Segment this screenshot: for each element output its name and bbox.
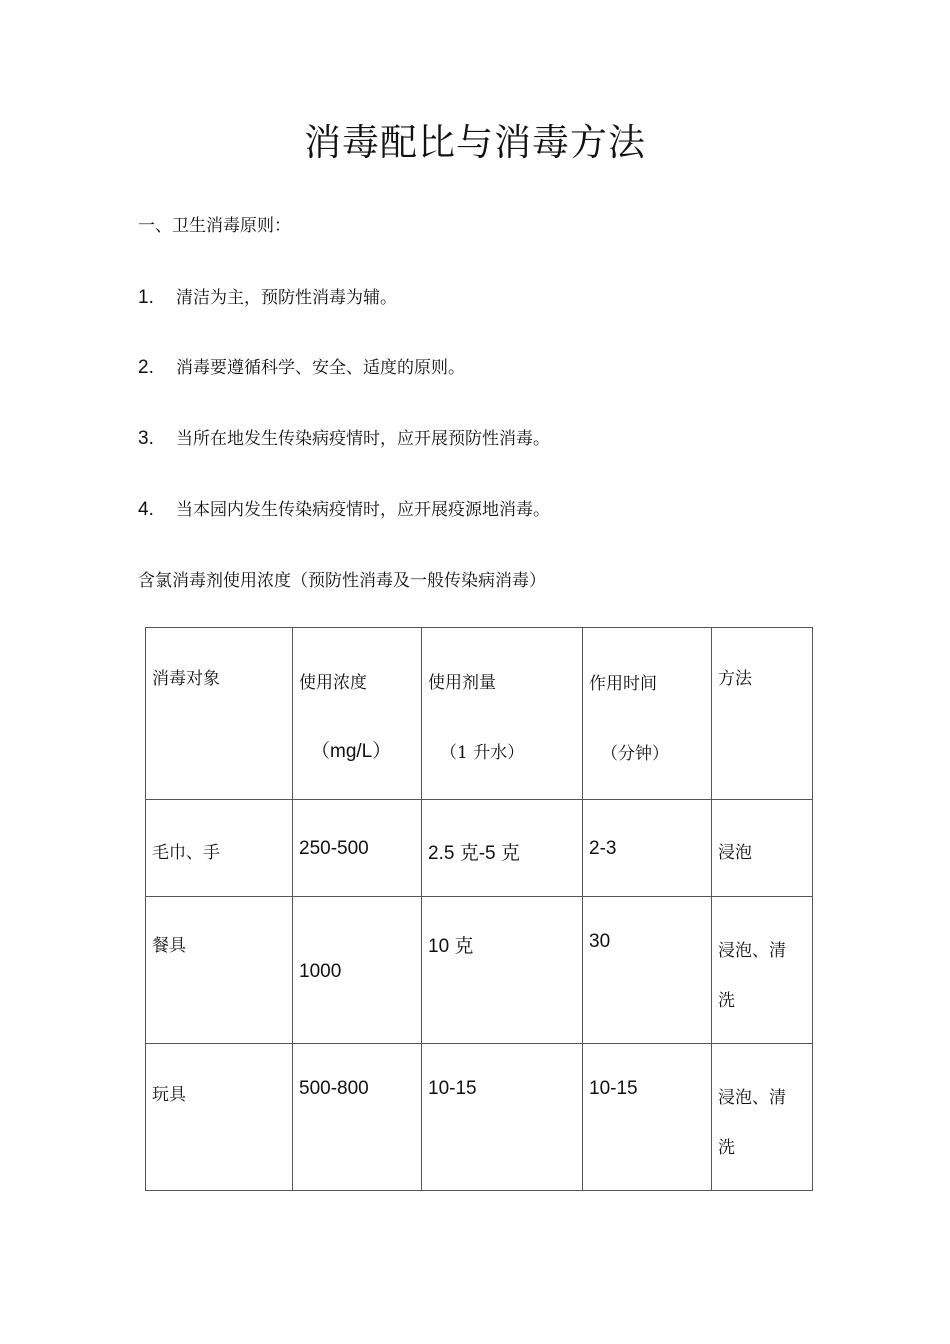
header-cell: [583, 628, 712, 800]
principle-number: 1.: [138, 287, 154, 308]
table-cell: [146, 800, 293, 897]
table-cell: [583, 897, 712, 1044]
principle-item: [138, 283, 397, 309]
object-cell: 玩具: [152, 1085, 186, 1105]
dose-cell: 10-15: [428, 1078, 477, 1099]
table-cell: [422, 1044, 583, 1191]
section-heading: 一、卫生消毒原则：: [138, 216, 291, 236]
header-label: 使用剂量: [428, 673, 496, 693]
header-label: 消毒对象: [152, 669, 220, 689]
table-row: [146, 800, 813, 897]
principle-text: 当本园内发生传染病疫情时，应开展疫源地消毒。: [176, 500, 550, 520]
principle-number: 3.: [138, 428, 154, 449]
header-cell: [712, 628, 813, 800]
object-cell: 毛巾、手: [152, 843, 220, 863]
principle-text: 消毒要遵循科学、安全、适度的原则。: [176, 358, 465, 378]
table-row: [146, 1044, 813, 1191]
principle-item: [138, 424, 550, 450]
table-cell: [583, 800, 712, 897]
table-cell: [712, 897, 813, 1044]
page-title: 消毒配比与消毒方法: [304, 121, 646, 164]
table-row: [146, 897, 813, 1044]
object-cell: 餐具: [152, 936, 186, 956]
principle-text: 当所在地发生传染病疫情时，应开展预防性消毒。: [176, 429, 550, 449]
header-label: 作用时间: [589, 674, 657, 694]
table-cell: [293, 1044, 422, 1191]
time-cell: 30: [589, 931, 611, 952]
table-cell: [583, 1044, 712, 1191]
disinfection-table: [145, 627, 813, 1191]
time-cell: 10-15: [589, 1078, 638, 1099]
header-label: 方法: [718, 669, 752, 689]
dose-cell: 2.5 克-5 克: [428, 843, 520, 864]
table-cell: [712, 800, 813, 897]
table-cell: [146, 1044, 293, 1191]
table-cell: [712, 1044, 813, 1191]
principle-text: 清洁为主，预防性消毒为辅。: [176, 288, 397, 308]
concentration-cell: 250-500: [299, 838, 369, 859]
principle-item: [138, 495, 550, 521]
dose-cell: 10 克: [428, 936, 474, 957]
method-cell-line2: 洗: [718, 1138, 735, 1158]
header-cell: [422, 628, 583, 800]
method-cell: 浸泡: [718, 843, 752, 863]
concentration-cell: 500-800: [299, 1078, 369, 1099]
table-cell: [293, 800, 422, 897]
time-cell: 2-3: [589, 838, 617, 859]
principle-item: [138, 353, 465, 379]
concentration-cell: 1000: [299, 961, 342, 982]
header-cell: [146, 628, 293, 800]
table-cell: [146, 897, 293, 1044]
method-cell-line1: 浸泡、清: [718, 941, 786, 961]
header-label: 使用浓度: [299, 673, 367, 693]
table-cell: [422, 800, 583, 897]
header-cell: [293, 628, 422, 800]
method-cell-line2: 洗: [718, 991, 735, 1011]
table-header-row: [146, 628, 813, 800]
table-caption: 含氯消毒剂使用浓度（预防性消毒及一般传染病消毒）: [138, 571, 546, 591]
header-unit: （分钟）: [601, 744, 669, 764]
header-unit: （mg/L）: [311, 741, 392, 762]
principle-number: 4.: [138, 499, 154, 520]
principle-number: 2.: [138, 357, 154, 378]
header-unit: （1 升水）: [440, 743, 525, 763]
method-cell-line1: 浸泡、清: [718, 1088, 786, 1108]
table-cell: [293, 897, 422, 1044]
table-cell: [422, 897, 583, 1044]
